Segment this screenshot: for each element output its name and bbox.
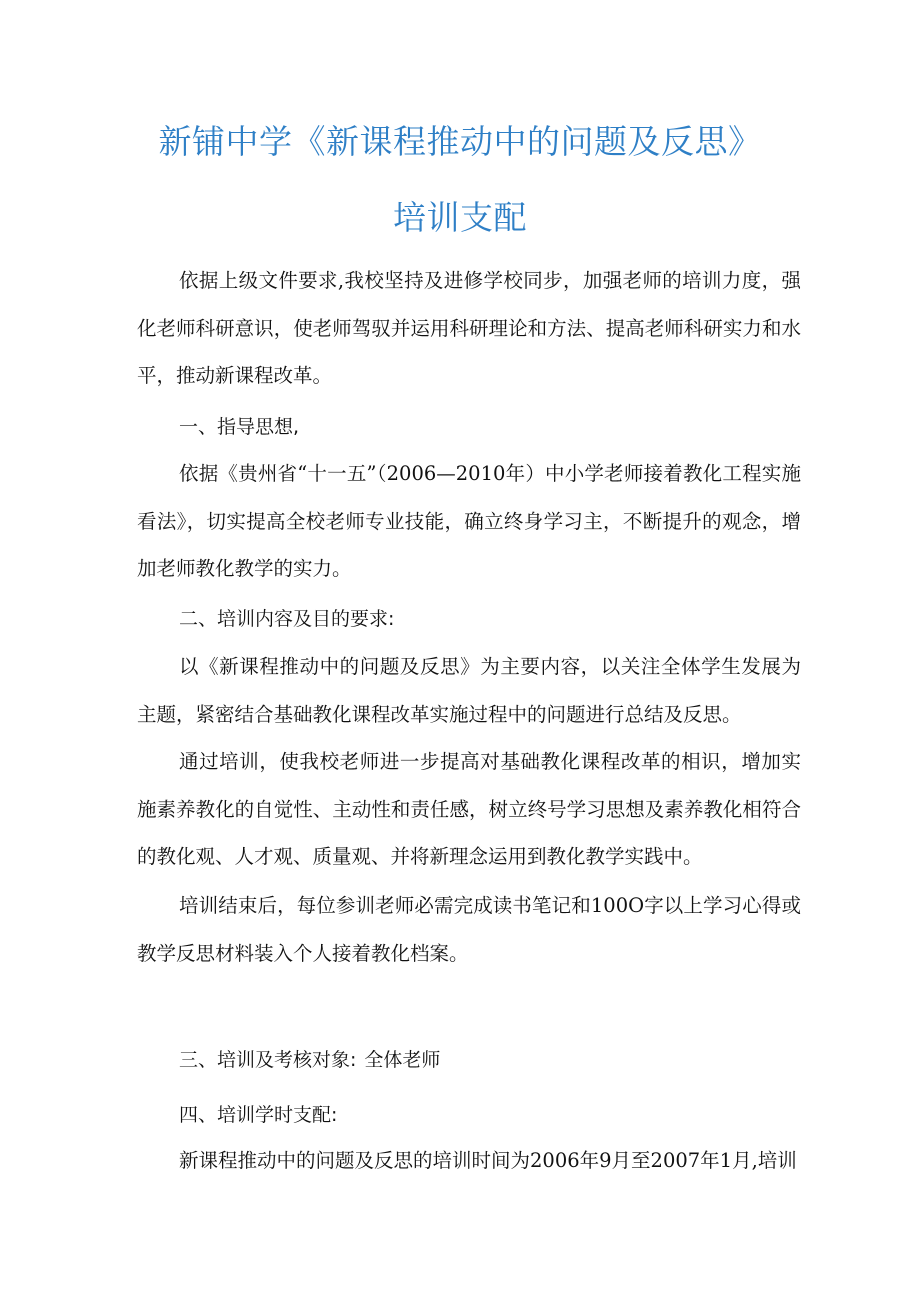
section-2-body-1: 以《新课程推动中的问题及反思》为主要内容，以关注全体学生发展为主题，紧密结合基础教化课程改革实施过程中的问题进行总结及反思。 bbox=[137, 655, 801, 726]
section-3-value: 全体老师 bbox=[364, 1049, 441, 1071]
document-title-line-1: 新铺中学《新课程推动中的问题及反思》 bbox=[158, 122, 762, 161]
section-4-body: 新课程推动中的问题及反思的培训时间为2006年9月至2007年1月,培训 bbox=[179, 1149, 797, 1172]
section-2-body-3: 培训结束后，每位参训老师必需完成读书笔记和100O字以上学习心得或教学反思材料装入个人接着教化档案。 bbox=[137, 894, 801, 965]
section-4-heading: 四、培训学时支配: bbox=[179, 1104, 338, 1126]
intro-paragraph: 依据上级文件要求,我校坚持及进修学校同步，加强老师的培训力度，强化老师科研意识，使老师驾驭并运用科研理论和方法、提高老师科研实力和水平，推动新课程改革。 bbox=[137, 269, 801, 387]
section-2-heading: 二、培训内容及目的要求: bbox=[179, 608, 395, 630]
document-title-line-2: 培训支配 bbox=[393, 198, 527, 237]
section-1-heading: 一、指导思想, bbox=[179, 416, 300, 438]
section-2-body-2: 通过培训，使我校老师进一步提高对基础教化课程改革的相识，增加实施素养教化的自觉性、主动性和责任感，树立终号学习思想及素养教化相符合的教化观、人才观、质量观、并将新理念运用到教化教学实践中。 bbox=[137, 750, 801, 868]
section-3-line bbox=[179, 1045, 440, 1072]
section-1-body: 依据《贵州省“十一五”（2006—2010年）中小学老师接着教化工程实施看法》，切实提高全校老师专业技能，确立终身学习主，不断提升的观念，增加老师教化教学的实力。 bbox=[137, 462, 801, 580]
section-3-heading: 三、培训及考核对象: bbox=[179, 1049, 357, 1071]
